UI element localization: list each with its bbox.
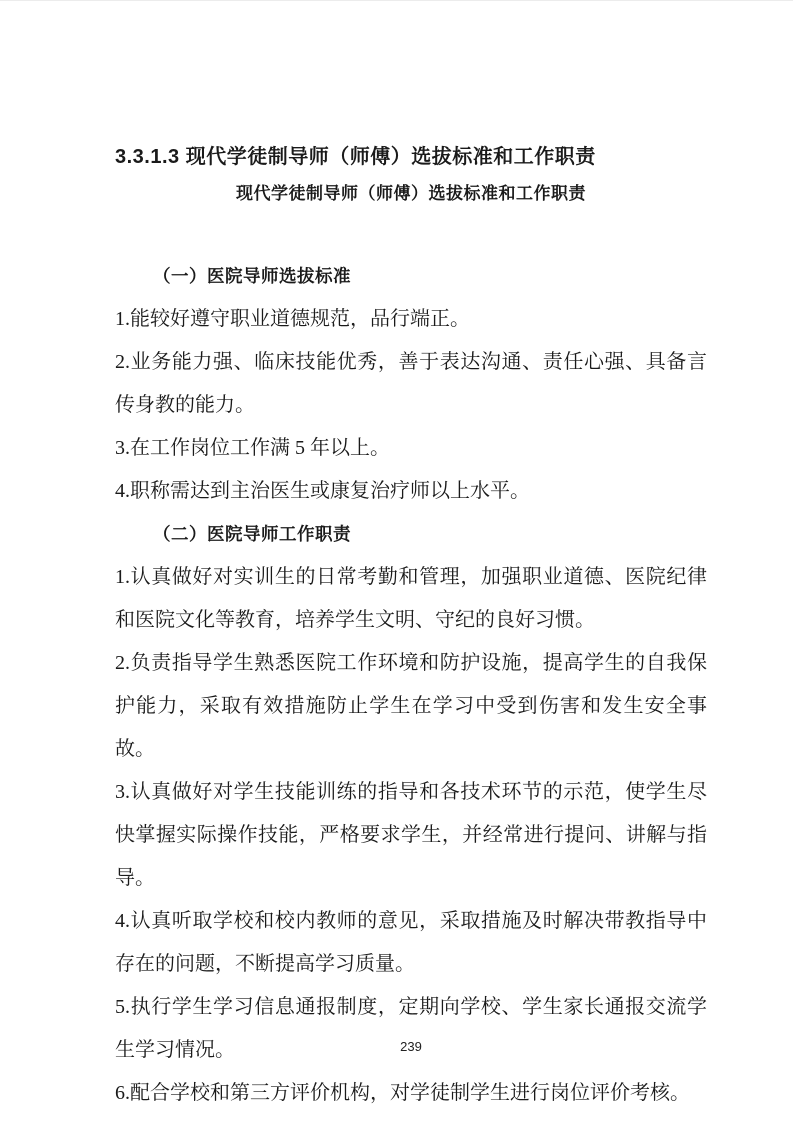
list-item: 2.负责指导学生熟悉医院工作环境和防护设施，提高学生的自我保护能力，采取有效措施防止学生在学习中受到伤害和发生安全事故。 [115, 652, 707, 760]
section-1-title: （一）医院导师选拔标准 [153, 266, 351, 286]
document-content [115, 144, 707, 1115]
document-subtitle: 现代学徒制导师（师傅）选拔标准和工作职责 [236, 184, 586, 203]
section-2-title: （二）医院导师工作职责 [153, 524, 351, 544]
section-heading: 3.3.1.3 现代学徒制导师（师傅）选拔标准和工作职责 [115, 146, 596, 168]
list-item: 6.配合学校和第三方评价机构，对学徒制学生进行岗位评价考核。 [115, 1082, 690, 1104]
section-selection-criteria [115, 255, 707, 513]
list-item: 3.在工作岗位工作满 5 年以上。 [115, 437, 390, 459]
list-item: 4.职称需达到主治医生或康复治疗师以上水平。 [115, 480, 530, 502]
list-item: 5.执行学生学习信息通报制度，定期向学校、学生家长通报交流学生学习情况。 [115, 996, 707, 1061]
list-item: 3.认真做好对学生技能训练的指导和各技术环节的示范，使学生尽快掌握实际操作技能，严格要求学生，并经常进行提问、讲解与指导。 [115, 781, 707, 889]
list-item: 1.能较好遵守职业道德规范，品行端正。 [115, 308, 470, 330]
list-item: 1.认真做好对实训生的日常考勤和管理，加强职业道德、医院纪律和医院文化等教育，培养学生文明、守纪的良好习惯。 [115, 566, 707, 631]
list-item: 2.业务能力强、临床技能优秀，善于表达沟通、责任心强、具备言传身教的能力。 [115, 351, 707, 416]
list-item: 4.认真听取学校和校内教师的意见，采取措施及时解决带教指导中存在的问题，不断提高学习质量。 [115, 910, 707, 975]
section-work-duties [115, 513, 707, 1115]
page-number: 239 [400, 1039, 422, 1054]
